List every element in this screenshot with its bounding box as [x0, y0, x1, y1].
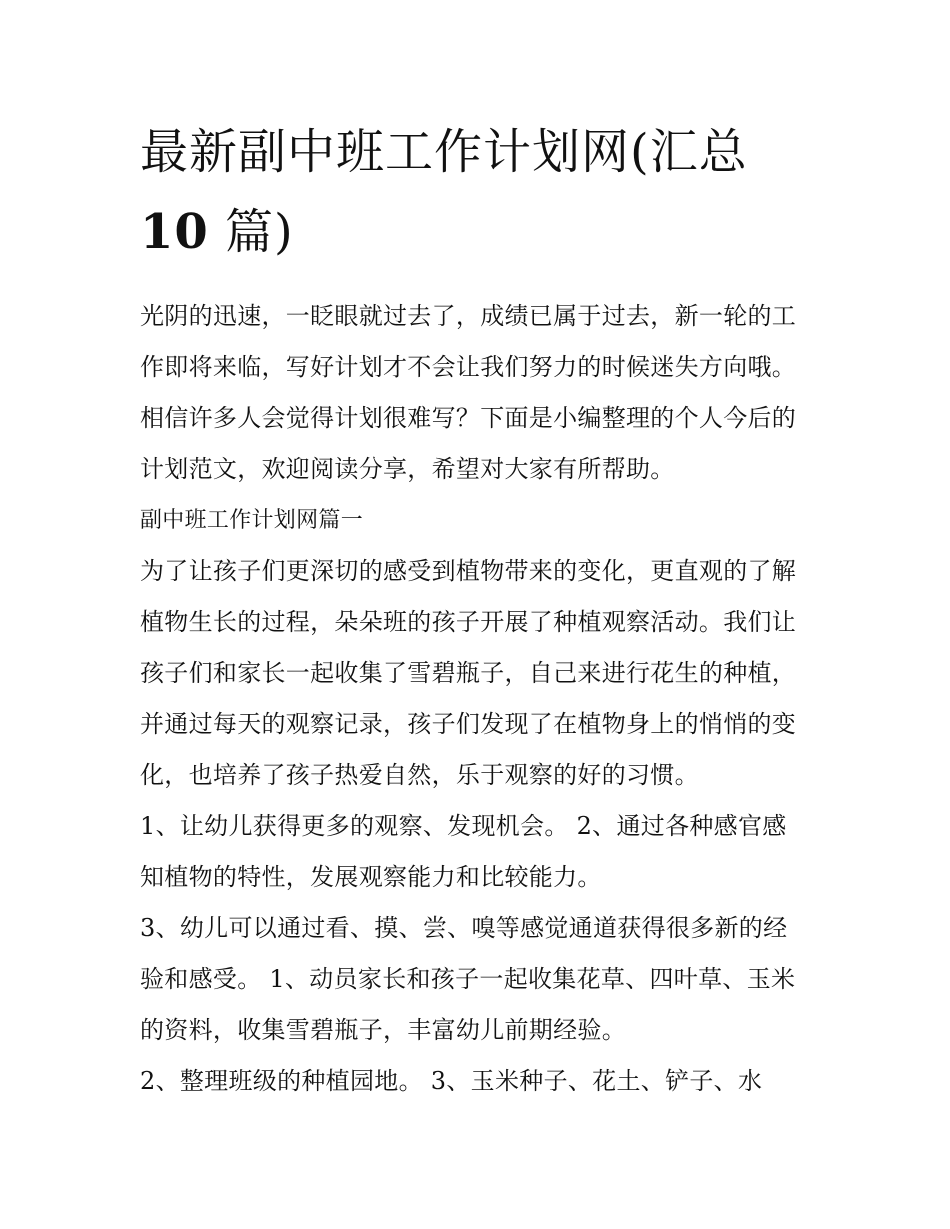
body-paragraph-2 — [140, 801, 820, 903]
text-line: 验和感受。 1、动员家长和孩子一起收集花草、四叶草、玉米 — [140, 965, 796, 993]
text-line: 孩子们和家长一起收集了雪碧瓶子，自己来进行花生的种植， — [140, 659, 797, 687]
document-page — [140, 112, 820, 1107]
text-line: 光阴的迅速，一眨眼就过去了，成绩已属于过去，新一轮的工 — [140, 302, 797, 330]
title-line-2: 篇) — [208, 204, 294, 260]
text-line: 并通过每天的观察记录，孩子们发现了在植物身上的悄悄的变 — [140, 710, 797, 738]
text-line: 化，也培养了孩子热爱自然，乐于观察的好的习惯。 — [140, 761, 699, 789]
text-line: 相信许多人会觉得计划很难写？下面是小编整理的个人今后的 — [140, 404, 797, 432]
title-line-1: 最新副中班工作计划网(汇总 — [140, 124, 748, 180]
text-line: 2、整理班级的种植园地。 3、玉米种子、花土、铲子、水 — [140, 1067, 763, 1095]
text-line: 为了让孩子们更深切的感受到植物带来的变化，更直观的了解 — [140, 557, 797, 585]
section-heading: 副中班工作计划网篇一 — [140, 508, 364, 533]
intro-paragraph — [140, 291, 820, 495]
body-paragraph-1 — [140, 546, 820, 801]
text-line: 作即将来临，写好计划才不会让我们努力的时候迷失方向哦。 — [140, 353, 797, 381]
body-paragraph-3 — [140, 903, 820, 1056]
text-line: 计划范文，欢迎阅读分享，希望对大家有所帮助。 — [140, 455, 675, 483]
text-line: 3、幼儿可以通过看、摸、尝、嗅等感觉通道获得很多新的经 — [140, 914, 788, 942]
body-paragraph-4 — [140, 1056, 820, 1107]
text-line: 植物生长的过程，朵朵班的孩子开展了种植观察活动。我们让 — [140, 608, 797, 636]
title-number: 10 — [140, 204, 209, 260]
text-line: 的资料，收集雪碧瓶子，丰富幼儿前期经验。 — [140, 1016, 626, 1044]
text-line: 知植物的特性，发展观察能力和比较能力。 — [140, 863, 602, 891]
document-title — [140, 112, 820, 272]
text-line: 1、让幼儿获得更多的观察、发现机会。 2、通过各种感官感 — [140, 812, 787, 840]
